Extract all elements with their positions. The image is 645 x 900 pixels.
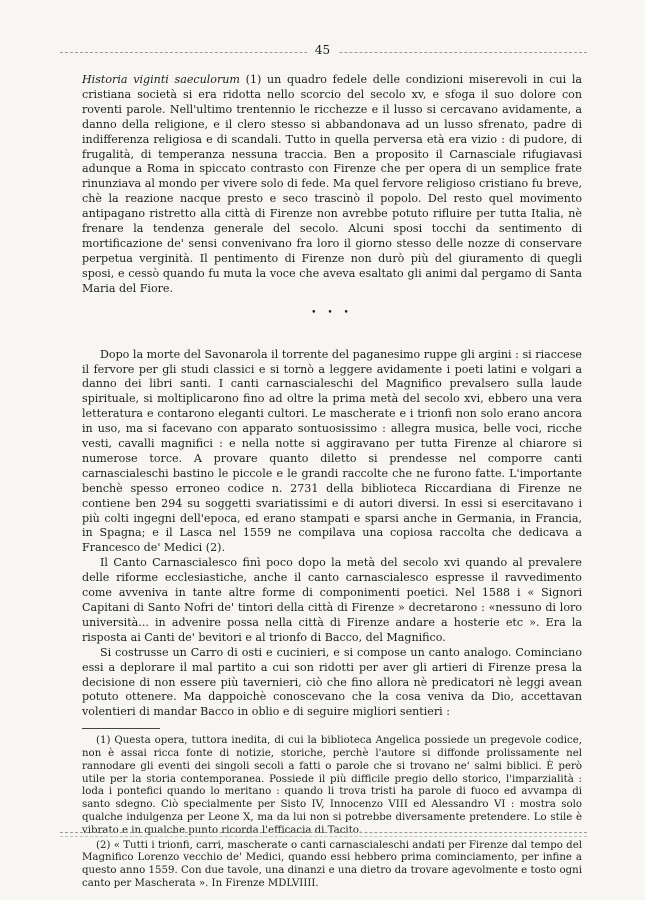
- page-number: 45: [0, 43, 645, 57]
- spacer: [82, 330, 582, 348]
- footnote: (1) Questa opera, tuttora inedita, di cui la biblioteca Angelica possiede un pregevole codice, non è assai ricca fonte di notizie, storiche, perchè l'autore si diffonde prolissamente nel rannodare gli eventi dei singoli secoli a fatti o parole che si trovano ne' salmi biblici. È però utile per la storia contemporanea. Possiede il più difficile pregio dello storico, l'imparzialità : loda i pontefici quando lo meritano : quando li trova tristi ha parole di fuoco ed avvampa di santo sdegno. Ciò specialmente per Sisto IV, Innocenzo VIII ed Alessandro VI : mostra solo qualche indulgenza per Leone X, ma da lui non si potrebbe diversamente pretendere. Lo stile è vibrato e in qualche punto ricorda l'efficacia di Tacito.: [82, 735, 582, 836]
- footer-rule: [60, 832, 587, 834]
- section-separator: • • •: [311, 307, 353, 318]
- footnote: (2) « Tutti i trionfi, carri, mascherate o canti carnascialeschi andati per Firenze dal tempo del Magnifico Lorenzo vecchio de' Medici, quando essi hebbero prima cominciamento, per infine a questo anno 1559. Con due tavole, una dinanzi e una dietro da trovare agevolmente e tosto ogni canto per Mascherata ». In Firenze MDLVIIII.: [82, 839, 582, 890]
- footnote-rule: [82, 728, 160, 729]
- paragraph: Il Canto Carnascialesco finì poco dopo la metà del secolo xvi quando al prevalere delle riforme ecclesiastiche, anche il canto carnascialesco espresse il ravvedimento come avveniva in tante altre forme di componimenti poetici. Nel 1588 i « Signori Capitani di Santo Nofri de' tintori della città di Firenze » decretarono : «nessuno di loro università... in advenire possa nella città di Firenze andare a hosterie etc ». Era la risposta ai Canti de' bevitori e al trionfo di Bacco, del Magnifico.: [82, 556, 582, 644]
- page-body: [82, 73, 582, 893]
- work-title: Historia viginti saeculorum: [82, 73, 240, 86]
- intro-text: (1) un quadro fedele delle condizioni miserevoli in cui la cristiana società si era ridotta nello scorcio del secolo xv, e sfoga il suo dolore con roventi parole. Nell'ultimo trentennio le ricchezze e il lusso si cercavano avidamente, a danno della religione, e il clero stesso si abbandonava ad un lusso sfrenato, padre di indifferenza religiosa e di scandali. Tutto in quella perversa età era vizio : di pudore, di frugalità, di temperanza nessuna traccia. Ben a proposito il Carnasciale rifugiavasi adunque a Roma in spiccato contrasto con Firenze che per opera di un semplice frate rinunziava al mondo per vivere solo di fede. Ma quel fervore religioso cristiano fu breve, chè la reazione nacque presto e seco trascinò il popolo. Del resto quel movimento antipagano ristretto alla città di Firenze non avrebbe potuto rifluire per tutta Italia, nè frenare la tendenza generale del secolo. Alcuni sposi tocchi da sentimento di mortificazione de' sensi convenivano fra loro il giorno stesso delle nozze di conservare perpetua verginità. Il pentimento di Firenze non durò più del giuramento di quegli sposi, e cessò quando fu muta la voce che aveva esaltato gli animi dal pergamo di Santa Maria del Fiore.: [82, 73, 582, 295]
- footer-rule-secondary: [60, 836, 587, 838]
- paragraph: Dopo la morte del Savonarola il torrente del paganesimo ruppe gli argini : si riaccese il fervore per gli studi classici e si tornò a leggere avidamente i poeti latini e volgari a danno dei libri santi. I canti carnascialeschi del Magnifico prevalsero sulla laude spirituale, si moltiplicarono fino ad oltre la prima metà del secolo xvi, ebbero una vera letteratura e contarono eleganti cultori. Le mascherate e i trionfi non solo erano ancora in uso, ma si facevano con apparato sontuosissimo : allegra musica, belle voci, ricche vesti, cavalli magnifici : e nella notte si aggiravano per tutta Firenze al chiarore si numerose torce. A provare quanto diletto si prendesse nel comporre canti carnascialeschi bastino le piccole e le grandi raccolte che ne furono fatte. L'importante benchè spesso erroneo codice n. 2731 della biblioteca Riccardiana di Firenze ne contiene ben 294 su soggetti svariatissimi e di autori diversi. In essi si esercitavano i più colti ingegni dell'epoca, ed erano stampati e sparsi anche in Germania, in Francia, in Spagna; e il Lasca nel 1559 ne compilava una copiosa raccolta che dedicava a Francesco de' Medici (2).: [82, 347, 582, 555]
- intro-paragraph: [82, 73, 582, 297]
- paragraph: Si costrusse un Carro di osti e cucinieri, e si compose un canto analogo. Cominciano essi a deplorare il mal partito a cui son ridotti per aver gli artieri di Firenze presa la decisione di non essere più tavernieri, ciò che fino allora nè predicatori nè leggi avean potuto ottenere. Ma dappoichè conoscevano che la cosa veniva da Dio, accettavan volentieri di mandar Bacco in oblio e di seguire migliori sentieri :: [82, 645, 582, 719]
- footnotes: [82, 735, 582, 891]
